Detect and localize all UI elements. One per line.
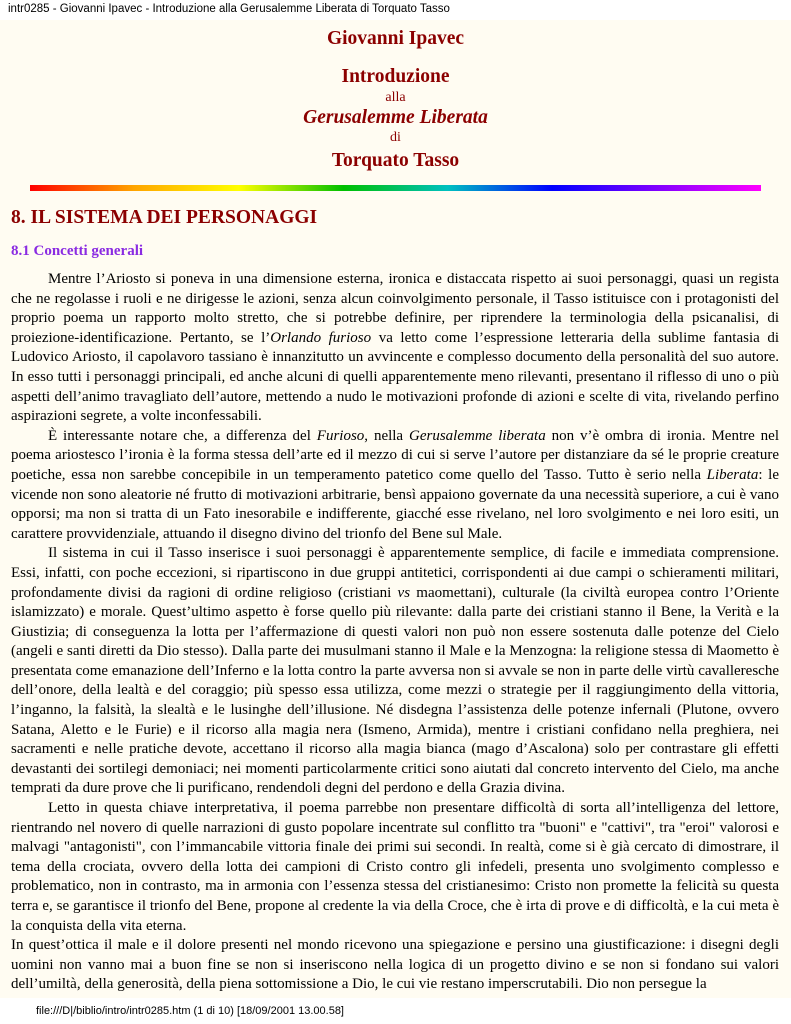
paragraph-text: , nella — [364, 427, 409, 444]
work-title: Gerusalemme Liberata — [303, 107, 488, 128]
paragraph — [11, 427, 779, 545]
title-connector-di: di — [390, 130, 401, 145]
document-page — [0, 20, 791, 998]
paragraph-text: Mentre l’Ariosto si poneva in una dimensione esterna, ironica e distaccata rispetto ai suoi personaggi, quasi un regista che ne regolasse i ruoli e ne dirigesse le azioni, senza alcun coinvolgimento personale, il Tasso istituisce con i protagonisti del proprio poema un rapporto molto stretto, che si potrebbe definire, per riprendere la terminologia della psicanalisi, di proiezione-identificazione. Pertanto, se l’ — [11, 271, 779, 346]
window-title: intr0285 - Giovanni Ipavec - Introduzione alla Gerusalemme Liberata di Torquato Tasso — [8, 3, 450, 15]
page-title: Introduzione — [341, 66, 450, 87]
paragraph — [11, 544, 779, 799]
italic-title: Liberata — [706, 466, 759, 483]
paragraph — [11, 270, 779, 427]
author-name: Giovanni Ipavec — [326, 28, 465, 49]
italic-title: Orlando furioso — [270, 329, 372, 346]
italic-word: vs — [397, 584, 411, 601]
paragraph — [11, 799, 779, 936]
paragraph-text: Il sistema in cui il Tasso inserisce i suoi personaggi è apparentemente semplice, di facile e immediata comprensione. Essi, infatti, con poche eccezioni, si ripartiscono in due gruppi antitetici, corrispondenti ai due campi o schieramenti militari, profondamente divisi da ragioni di ordine religioso (cristiani — [11, 545, 779, 601]
paragraph-text: non v’è ombra di ironia. Mentre nel poema ariostesco l’ironia è la forma stessa dell’arte ed il mezzo di cui si serve l’autore per distanziare da sé le proprie creature poetiche, essa non sarebbe concepibile in un temperamento patetico come quello del Tasso. Tutto è serio nella — [11, 427, 780, 483]
italic-title: Gerusalemme liberata — [409, 427, 546, 444]
paragraph — [11, 936, 779, 995]
paragraph-text: In quest’ottica il male e il dolore presenti nel mondo ricevono una spiegazione e persino una giustificazione: i disegni degli uomini non vanno mai a buon fine se non si inseriscono nella logica di un progetto divino e se non si fondano sui valori dell’umiltà, della generosità, della piena sottomissione a Dio, le cui vie restano imperscrutabili. Dio non persegue la — [11, 937, 779, 993]
poet-name: Torquato Tasso — [331, 150, 460, 171]
paragraph-text: È interessante notare che, a differenza del — [48, 427, 317, 444]
section-heading: 8. IL SISTEMA DEI PERSONAGGI — [11, 207, 318, 228]
paragraph-text: : le vicende non sono aleatorie né frutto di motivazioni arbitrarie, bensì appaiono governate da una necessità superiore, a cui è vano opporsi; ma non si tratta di un Fato inesorabile e indifferente, giacché esse rivelano, nel loro svolgimento e nei loro esiti, un carattere provvidenziale, attuando il disegno divino del trionfo del Bene sul Male. — [11, 466, 779, 542]
paragraph-text: maomettani), culturale (la civiltà europea contro l’Oriente islamizzato) e morale. Quest’ultimo aspetto è forse quello più rilevante: dalla parte dei cristiani stanno il Bene, la Verità e la Giustizia; di conseguenza la lotta per l’affermazione di questi valori non può non essere sostenuta dalle potenze del Cielo (angeli e santi diretti da Dio stesso). Dalla parte dei musulmani stanno il Male e la Menzogna: la religione stessa di Maometto è presentata come emanazione dell’Inferno e la lotta contro la parte avversa non si avvale se non in parte delle virtù cavalleresche dell’onore, della lealtà e del coraggio; più spesso essa utilizza, come mezzi o strategie per il raggiungimento della vittoria, l’inganno, la falsità, la slealtà e le lusinghe dell’illusione. Né disdegna l’assistenza delle potenze infernali (Plutone, ovvero Satana, Aletto e le Furie) e il ricorso alla magia nera (Ismeno, Armida), mentre i cristiani confidano nella preghiera, nei sacramenti e nelle pratiche devote, accettano il ricorso alla magia bianca (mago d’Ascalona) solo per contrastare gli effetti devastanti dei sortilegi demoniaci; nei momenti particolarmente critici sono aiutati dal concreto intervento del Cielo, ma anche temprati da dure prove che li purificano, rendendoli degni del perdono e della Grazia divina. — [11, 584, 779, 797]
paragraph-text: Letto in questa chiave interpretativa, il poema parrebbe non presentare difficoltà di sorta all’intelligenza del lettore, rientrando nel novero di quelle narrazioni di gusto popolare incentrate sul conflitto tra "buoni" e "cattivi", tra "eroi" valorosi e malvagi "antagonisti", con l’immancabile vittoria finale dei primi sui secondi. In realtà, come si è già cercato di dimostrare, il tema della crociata, ovvero della lotta dei campioni di Cristo contro gli infedeli, presenta uno svolgimento complesso e problematico, non in contrasto, ma in armonia con l’essenza stessa del cristianesimo: Cristo non promette la felicità su questa terra e, se garantisce il trionfo del Bene, propone al credente la via della Croce, che è irta di prove e di difficoltà, e la cui meta è la conquista della vita eterna. — [11, 800, 779, 934]
body-text — [11, 270, 779, 995]
title-connector-alla: alla — [385, 90, 406, 105]
rainbow-divider — [30, 185, 761, 191]
subsection-heading: 8.1 Concetti generali — [11, 243, 144, 259]
file-path-footer: file:///D|/biblio/intro/intr0285.htm (1 di 10) [18/09/2001 13.00.58] — [36, 1005, 344, 1017]
italic-title: Furioso — [316, 427, 365, 444]
paragraph-text: va letto come l’espressione letteraria della sublime fantasia di Ludovico Ariosto, il capolavoro tassiano è innanzitutto un avvincente e complesso documento della personalità del suo autore. In esso tutti i personaggi principali, ed anche alcuni di quelli apparentemente meno rilevanti, presentano il riflesso di uno o più aspetti dell’animo travagliato dell’autore, mettendo a nudo le motivazioni profonde di azioni e scelte di vita, rivelando perfino aspirazioni segrete, a volte inconfessabili. — [11, 329, 779, 425]
